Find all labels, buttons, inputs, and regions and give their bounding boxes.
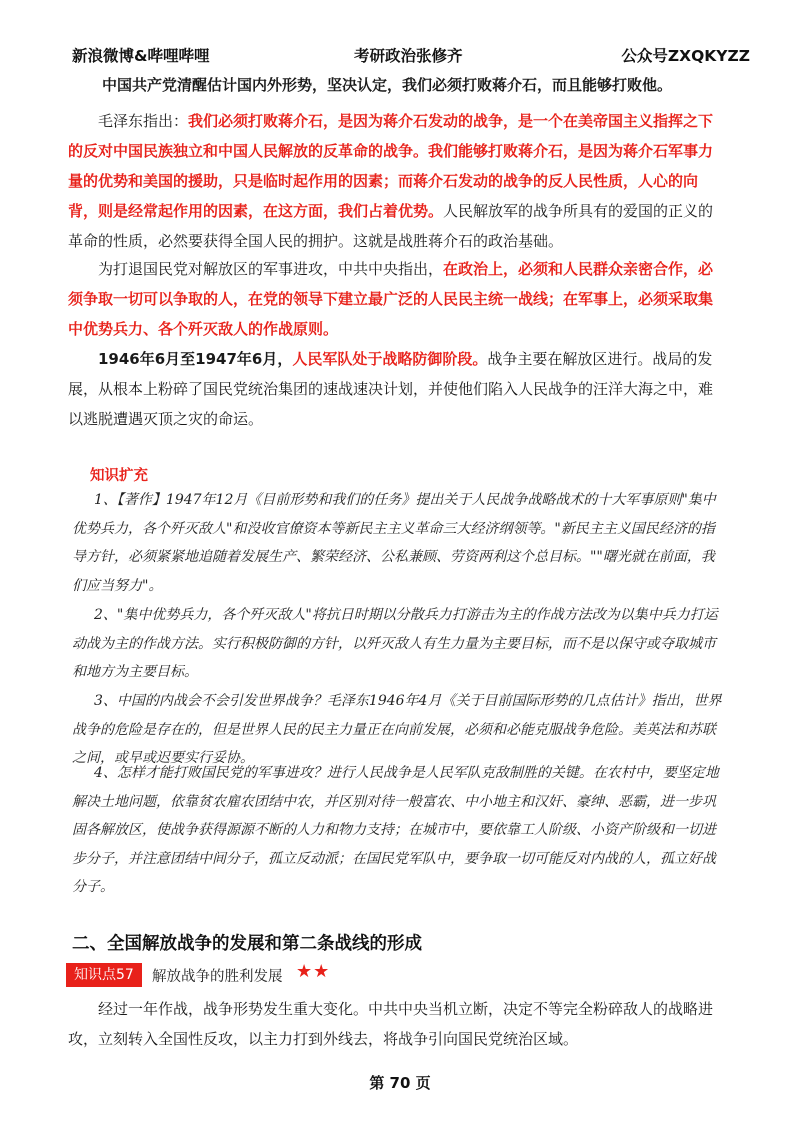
knowledge-item-2: 2、"集中优势兵力，各个歼灭敌人"将抗日时期以分散兵力打游击为主的作战方法改为以集中兵力打运动战为主的作战方法。实行积极防御的方针，以歼灭敌人有生力量为主要目标，而不是以保守或夺取城市和地方为主要目标。 — [72, 607, 718, 680]
p3-lead: 为打退国民党对解放区的军事进攻，中共中央指出， — [98, 260, 444, 278]
star-rating-icon: ★★ — [296, 961, 331, 982]
p2-tail: 人民解放军的战争所具有的爱国的正义的革命的性质，必然要获得全国人民的拥护。这就是战胜蒋介石的政治基础。 — [68, 202, 714, 250]
paragraph-5: 经过一年作战，战争形势发生重大变化。中共中央当机立断，决定不等完全粉碎敌人的战略进攻，立刻转入全国性反攻，以主力打到外线去，将战争引向国民党统治区域。 — [68, 1000, 714, 1048]
p4-tail: 战争主要在解放区进行。战局的发展，从根本上粉碎了国民党统治集团的速战速决计划，并使他们陷入人民战争的汪洋大海之中，难以逃脱遭遇灭顶之灾的命运。 — [68, 350, 714, 428]
header-right: 公众号ZXQKYZZ — [621, 47, 750, 65]
knowledge-item-3: 3、中国的内战会不会引发世界战争？毛泽东1946年4月《关于目前国际形势的几点估计》指出，世界战争的危险是存在的，但是世界人民的民主力量正在向前发展，必须和必能克服战争危险。美英法和苏联之间，或早或迟要实行妥协。 — [72, 693, 722, 766]
page-header — [72, 44, 750, 70]
p3-red: 在政治上，必须和人民群众亲密合作，必须争取一切可以争取的人，在党的领导下建立最广泛的人民民主统一战线；在军事上，必须采取集中优势兵力、各个歼灭敌人的作战原则。 — [68, 260, 714, 338]
knowledge-point-title: 解放战争的胜利发展 — [152, 969, 283, 985]
header-left: 新浪微博&哔哩哔哩 — [72, 47, 210, 65]
header-center: 考研政治张修齐 — [354, 47, 463, 65]
page-number: 第 70 页 — [369, 1074, 431, 1092]
knowledge-point-badge: 知识点57 — [66, 963, 142, 987]
paragraph-2 — [68, 106, 724, 256]
p2-lead: 毛泽东指出： — [98, 112, 189, 130]
knowledge-item-4: 4、怎样才能打败国民党的军事进攻？进行人民战争是人民军队克敌制胜的关键。在农村中，要坚定地解决土地问题，依靠贫农雇农团结中农，并区别对待一般富农、中小地主和汉奸、豪绅、恶霸，进一步巩固各解放区，使战争获得源源不断的人力和物力支持；在城市中，要依靠工人阶级、小资产阶级和一切进步分子，并注意团结中间分子，孤立反动派；在国民党军队中，要争取一切可能反对内战的人，孤立好战分子。 — [72, 765, 719, 895]
paragraph-1: 中国共产党清醒估计国内外形势，坚决认定，我们必须打败蒋介石，而且能够打败他。 — [102, 76, 673, 94]
knowledge-title: 知识扩充 — [90, 468, 148, 484]
p4-bold: 1946年6月至1947年6月， — [98, 350, 293, 368]
section-title: 二、全国解放战争的发展和第二条战线的形成 — [72, 934, 422, 954]
paragraph-3 — [68, 254, 724, 344]
p4-red: 人民军队处于战略防御阶段。 — [292, 350, 488, 368]
p2-red: 我们必须打败蒋介石，是因为蒋介石发动的战争，是一个在美帝国主义指挥之下的反对中国民族独立和中国人民解放的反革命的战争。我们能够打败蒋介石，是因为蒋介石军事力量的优势和美国的援助，只是临时起作用的因素；而蒋介石发动的战争的反人民性质，人心的向背，则是经常起作用的因素，在这方面，我们占着优势。 — [68, 112, 714, 220]
knowledge-item-1: 1、【著作】1947年12月《目前形势和我们的任务》提出关于人民战争战略战术的十大军事原则"集中优势兵力，各个歼灭敌人"和没收官僚资本等新民主主义革命三大经济纲领等。"新民主主义国民经济的指导方针，必须紧紧地追随着发展生产、繁荣经济、公私兼顾、劳资两利这个总目标。""曙光就在前面，我们应当努力"。 — [72, 492, 716, 594]
paragraph-4 — [68, 344, 724, 434]
